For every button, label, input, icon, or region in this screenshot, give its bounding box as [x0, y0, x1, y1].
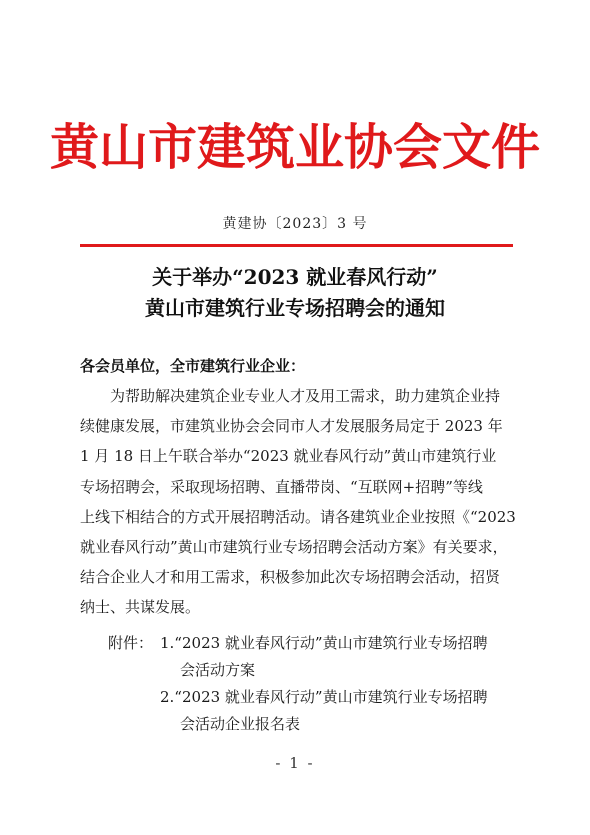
salutation: 各会员单位，全市建筑行业企业： [80, 357, 306, 375]
attachment-item [108, 630, 528, 657]
org-header-title: 黄山市建筑业协会文件 [49, 119, 540, 176]
page-number: - 1 - [275, 754, 315, 772]
body-line: 为帮助解决建筑企业专业人才及用工需求，助力建筑企业持 [110, 387, 501, 405]
notice-title-line-1: 关于举办“2023 就业春风行动” [152, 265, 438, 289]
body-paragraph [80, 381, 520, 623]
attachment-line: 1.“2023 就业春风行动”黄山市建筑行业专场招聘 [160, 634, 488, 652]
body-line: 纳士、共谋发展。 [80, 598, 201, 617]
body-line: 续健康发展，市建筑业协会会同市人才发展服务局定于 2023 年 [80, 417, 503, 436]
red-divider-rule [80, 244, 513, 247]
body-line: 结合企业人才和用工需求，积极参加此次专场招聘会活动，招贤 [80, 568, 501, 587]
body-line: 专场招聘会，采取现场招聘、直播带岗、“互联网+招聘”等线 [80, 477, 483, 496]
attachment-item [108, 684, 528, 711]
attachment-line: 会活动企业报名表 [180, 715, 301, 733]
body-line: 上线下相结合的方式开展招聘活动。请各建筑业企业按照《“2023 [80, 507, 516, 526]
attachments-list [108, 630, 528, 738]
document-number: 黄建协〔2023〕3 号 [222, 216, 368, 232]
attachment-line: 会活动方案 [180, 661, 256, 679]
attachments-label: 附件： [108, 634, 154, 652]
body-line: 1 月 18 日上午联合举办“2023 就业春风行动”黄山市建筑行业 [80, 447, 497, 466]
notice-title-line-2: 黄山市建筑行业专场招聘会的通知 [145, 296, 445, 320]
notice-title [0, 262, 590, 324]
body-line: 就业春风行动”黄山市建筑行业专场招聘会活动方案》有关要求， [80, 538, 508, 557]
attachment-item-continued [108, 657, 528, 684]
attachment-line: 2.“2023 就业春风行动”黄山市建筑行业专场招聘 [160, 688, 488, 706]
attachment-item-continued [108, 711, 528, 738]
